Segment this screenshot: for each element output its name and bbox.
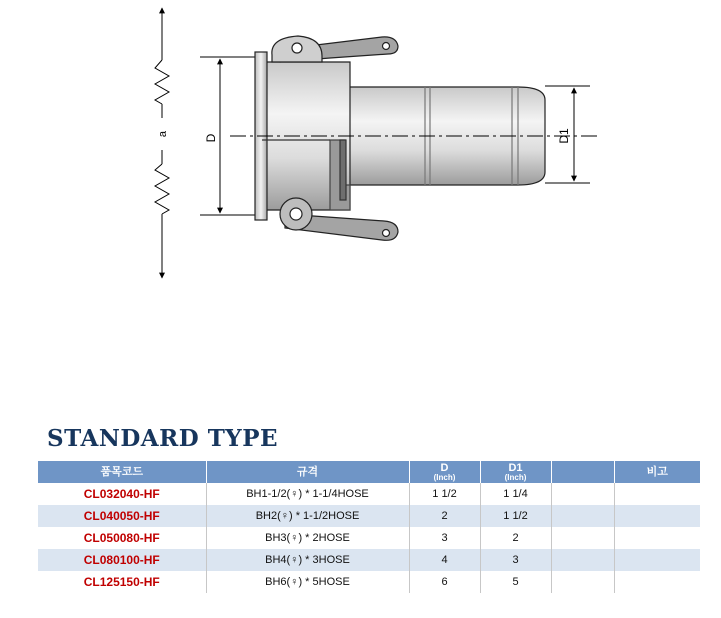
cell-spec: BH4(♀) * 3HOSE (206, 549, 409, 571)
table-row (38, 505, 700, 527)
cell-d1: 1 1/4 (480, 483, 551, 505)
header-d1 (480, 461, 551, 483)
spec-table (38, 461, 700, 593)
cell-code: CL050080-HF (38, 527, 206, 549)
header-d (409, 461, 480, 483)
table-row (38, 571, 700, 593)
cell-d: 2 (409, 505, 480, 527)
cell-note (614, 571, 700, 593)
dimension-a-label: a (157, 130, 169, 138)
cam-lever-top (272, 36, 398, 62)
cell-d: 3 (409, 527, 480, 549)
cell-extra (551, 483, 614, 505)
cell-extra (551, 571, 614, 593)
cell-d: 6 (409, 571, 480, 593)
cell-d: 4 (409, 549, 480, 571)
cell-code: CL125150-HF (38, 571, 206, 593)
header-spec: 규격 (206, 461, 409, 483)
dimension-a (155, 8, 169, 278)
cell-spec: BH6(♀) * 5HOSE (206, 571, 409, 593)
header-d1-unit: (Inch) (504, 472, 527, 482)
cell-extra (551, 527, 614, 549)
cell-note (614, 505, 700, 527)
cell-extra (551, 505, 614, 527)
dimension-d1-label: D1 (557, 128, 571, 144)
table-row (38, 483, 700, 505)
cell-note (614, 527, 700, 549)
header-note: 비고 (614, 461, 700, 483)
cell-d1: 2 (480, 527, 551, 549)
cell-spec: BH3(♀) * 2HOSE (206, 527, 409, 549)
cell-code: CL040050-HF (38, 505, 206, 527)
table-row (38, 549, 700, 571)
header-d1-label: D1 (508, 461, 523, 474)
dimension-d-label: D (204, 133, 218, 143)
cell-d1: 5 (480, 571, 551, 593)
cell-d1: 3 (480, 549, 551, 571)
cell-code: CL032040-HF (38, 483, 206, 505)
cell-spec: BH1-1/2(♀) * 1-1/4HOSE (206, 483, 409, 505)
header-blank (551, 461, 614, 483)
header-code: 품목코드 (38, 461, 206, 483)
table-header-row (38, 461, 700, 483)
cell-d: 1 1/2 (409, 483, 480, 505)
cell-d1: 1 1/2 (480, 505, 551, 527)
cell-spec: BH2(♀) * 1-1/2HOSE (206, 505, 409, 527)
cell-note (614, 549, 700, 571)
header-d-unit: (Inch) (433, 472, 456, 482)
section-title: STANDARD TYPE (47, 425, 279, 452)
cell-code: CL080100-HF (38, 549, 206, 571)
header-d-label: D (440, 461, 449, 474)
cell-extra (551, 549, 614, 571)
table-row (38, 527, 700, 549)
cell-note (614, 483, 700, 505)
